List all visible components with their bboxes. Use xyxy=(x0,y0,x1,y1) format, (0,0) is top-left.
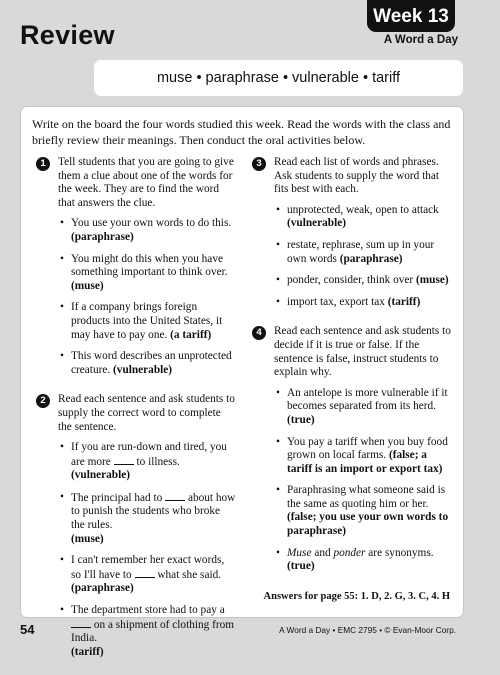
answer: (vulnerable) xyxy=(287,217,346,230)
answer-key-note: Answers for page 55: 1. D, 2. G, 3. C, 4. H xyxy=(263,591,450,602)
answer: (paraphrase) xyxy=(71,582,134,595)
section-instructions: Read each sentence and ask students to decide if it is true or false. If the sentence is false, instruct students to explain why. xyxy=(274,325,451,379)
list-item: • I can't remember her exact words, so I'll have to what she said. (paraphrase) xyxy=(58,554,236,596)
word-group-list xyxy=(274,204,452,310)
list-item: • restate, rephrase, sum up in your own words (paraphrase) xyxy=(274,239,452,266)
page-footer xyxy=(0,616,500,649)
list-item: • ponder, consider, think over (muse) xyxy=(274,274,452,288)
right-column xyxy=(252,156,452,590)
page-title: Review xyxy=(20,20,115,50)
section-number-badge: 2 xyxy=(36,394,50,408)
answer: (false; you use your own words to paraphrase) xyxy=(287,511,449,538)
publisher-credit: A Word a Day • EMC 2795 • © Evan-Moor Corp. xyxy=(279,625,456,635)
answer: (tariff) xyxy=(71,645,104,658)
word-list: muse • paraphrase • vulnerable • tariff xyxy=(156,70,401,86)
list-item: • If a company brings foreign products into the United States, it may have to pay one. (a tariff) xyxy=(58,301,236,342)
page-header xyxy=(0,0,500,68)
list-item: • The principal had to about how to punish the students who broke the rules. (muse) xyxy=(58,491,236,546)
answer: (muse) xyxy=(415,274,449,287)
page-number: 54 xyxy=(20,622,35,637)
answer: (vulnerable) xyxy=(71,469,130,482)
fill-in-blank xyxy=(165,491,185,501)
answer: (a tariff) xyxy=(170,328,212,341)
section-number-badge: 3 xyxy=(252,157,266,171)
activity-section-3 xyxy=(252,156,452,309)
list-item: • You pay a tariff when you buy food grown on local farms. (false; a tariff is an import or export tax) xyxy=(274,436,452,477)
fill-in-blank xyxy=(135,568,155,578)
section-instructions: Tell students that you are going to give them a clue about one of the words for the week. They are to find the word that answers the clue. xyxy=(58,156,234,209)
left-column xyxy=(36,156,236,675)
section-number-badge: 4 xyxy=(252,326,266,340)
answer: (muse) xyxy=(71,279,104,292)
series-subtitle: A Word a Day xyxy=(383,34,458,46)
list-item: • The department store had to pay a on a shipment of clothing from India. (tariff) xyxy=(58,604,236,659)
list-item: • Paraphrasing what someone said is the same as quoting him or her. (false; you use your own words to paraphrase) xyxy=(274,484,452,538)
answer: (paraphrase) xyxy=(71,230,134,243)
week-tab: Week 13 xyxy=(367,0,455,32)
list-item: • import tax, export tax (tariff) xyxy=(274,296,452,310)
list-item: • This word describes an unprotected creature. (vulnerable) xyxy=(58,350,236,377)
fill-in-blank xyxy=(114,455,134,465)
answer: (true) xyxy=(287,413,315,426)
answer: (paraphrase) xyxy=(339,252,403,265)
list-item: • If you are run-down and tired, you are more to illness. (vulnerable) xyxy=(58,441,236,483)
list-item: • You use your own words to do this. (paraphrase) xyxy=(58,217,236,244)
word-list-box xyxy=(94,60,463,96)
answer: (tariff) xyxy=(387,295,421,308)
answer: (muse) xyxy=(71,532,104,545)
activity-section-4 xyxy=(252,325,452,574)
answer: (true) xyxy=(287,560,315,573)
intro-text: Write on the board the four words studied this week. Read the words with the class and briefly review their meanings. Then conduct the oral activities below. xyxy=(32,117,451,147)
answer: (vulnerable) xyxy=(113,363,173,376)
clue-list xyxy=(58,217,236,377)
answer: (false; a tariff is an import or export tax) xyxy=(287,449,443,475)
list-item: • Muse and ponder are synonyms. (true) xyxy=(274,547,452,574)
section-number-badge: 1 xyxy=(36,157,50,171)
section-instructions: Read each list of words and phrases. Ask students to supply the word that fits best with each. xyxy=(274,156,440,196)
true-false-list xyxy=(274,387,452,574)
list-item: • unprotected, weak, open to attack (vulnerable) xyxy=(274,204,452,231)
section-instructions: Read each sentence and ask students to supply the correct word to complete the sentence. xyxy=(58,393,235,433)
activity-section-1 xyxy=(36,156,236,377)
list-item: • An antelope is more vulnerable if it becomes separated from its herd. (true) xyxy=(274,387,452,428)
list-item: • You might do this when you have something important to think over. (muse) xyxy=(58,253,236,294)
